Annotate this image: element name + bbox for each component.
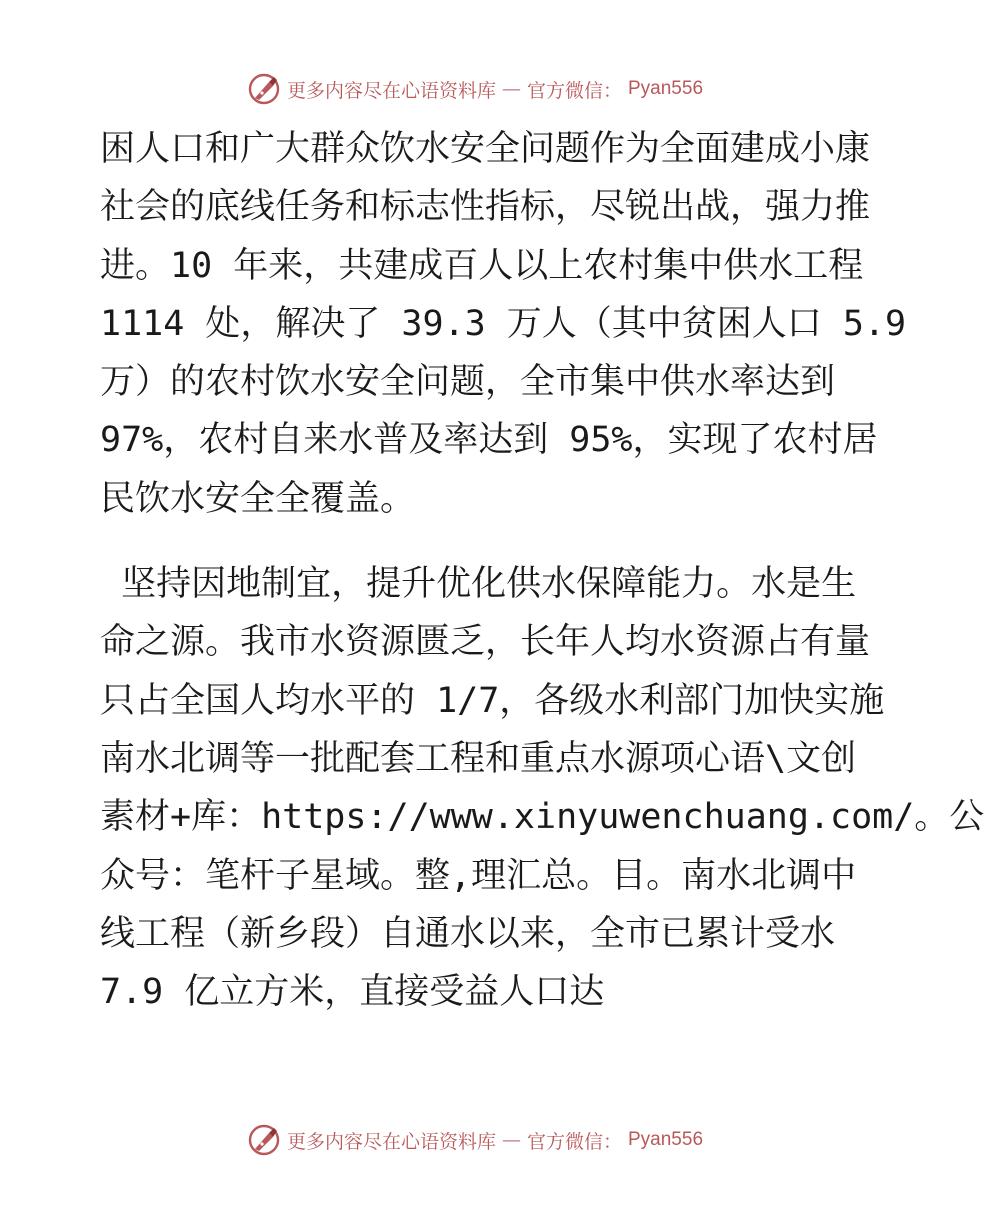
watermark-wechat-label: 官方微信： [526, 79, 622, 102]
text-line: 线工程（新乡段）自通水以来，全市已累计受水 [100, 913, 836, 954]
text-line: 坚持因地制宜，提升优化供水保障能力。水是生 [100, 564, 857, 605]
text-line: 众号：笔杆子星域。整,理汇总。目。南水北调中 [100, 855, 857, 896]
paragraph-2 [100, 555, 984, 1021]
pen-nib-circle-icon [247, 1123, 281, 1157]
watermark-wechat-id: Pyan556 [628, 78, 704, 99]
text-line: 命之源。我市水资源匮乏，长年人均水资源占有量 [100, 622, 871, 663]
text-line: 素材+库：https://www.xinyuwenchuang.com/。公 [100, 797, 984, 838]
watermark-wechat-label: 官方微信： [526, 1130, 622, 1153]
watermark-site-text: 更多内容尽在心语资料库 [286, 79, 496, 102]
text-line: 97%，农村自来水普及率达到 95%，实现了农村居 [100, 420, 878, 461]
text-line: 社会的底线任务和标志性指标，尽锐出战，强力推 [100, 187, 871, 228]
watermark-separator: — [501, 78, 521, 100]
text-line: 只占全国人均水平的 1/7，各级水利部门加快实施 [100, 680, 885, 721]
text-line: 进。10 年来，共建成百人以上农村集中供水工程 [100, 245, 864, 286]
text-line: 民饮水安全全覆盖。 [100, 478, 416, 519]
text-line: 万）的农村饮水安全问题，全市集中供水率达到 [100, 362, 836, 403]
watermark-separator: — [501, 1129, 521, 1151]
text-line: 7.9 亿立方米，直接受益人口达 [100, 972, 605, 1013]
text-line: 困人口和广大群众饮水安全问题作为全面建成小康 [100, 129, 871, 169]
pen-nib-circle-icon [247, 72, 281, 106]
watermark-wechat-id: Pyan556 [628, 1129, 704, 1150]
header-watermark [0, 72, 950, 106]
text-line: 1114 处，解决了 39.3 万人（其中贫困人口 5.9 [100, 303, 907, 344]
text-line: 南水北调等一批配套工程和重点水源项心语\文创 [100, 738, 857, 779]
footer-watermark [0, 1123, 950, 1157]
watermark-site-text: 更多内容尽在心语资料库 [286, 1130, 496, 1153]
document-body [100, 120, 984, 1021]
paragraph-1 [100, 120, 907, 528]
paragraph-spacer [100, 528, 860, 555]
